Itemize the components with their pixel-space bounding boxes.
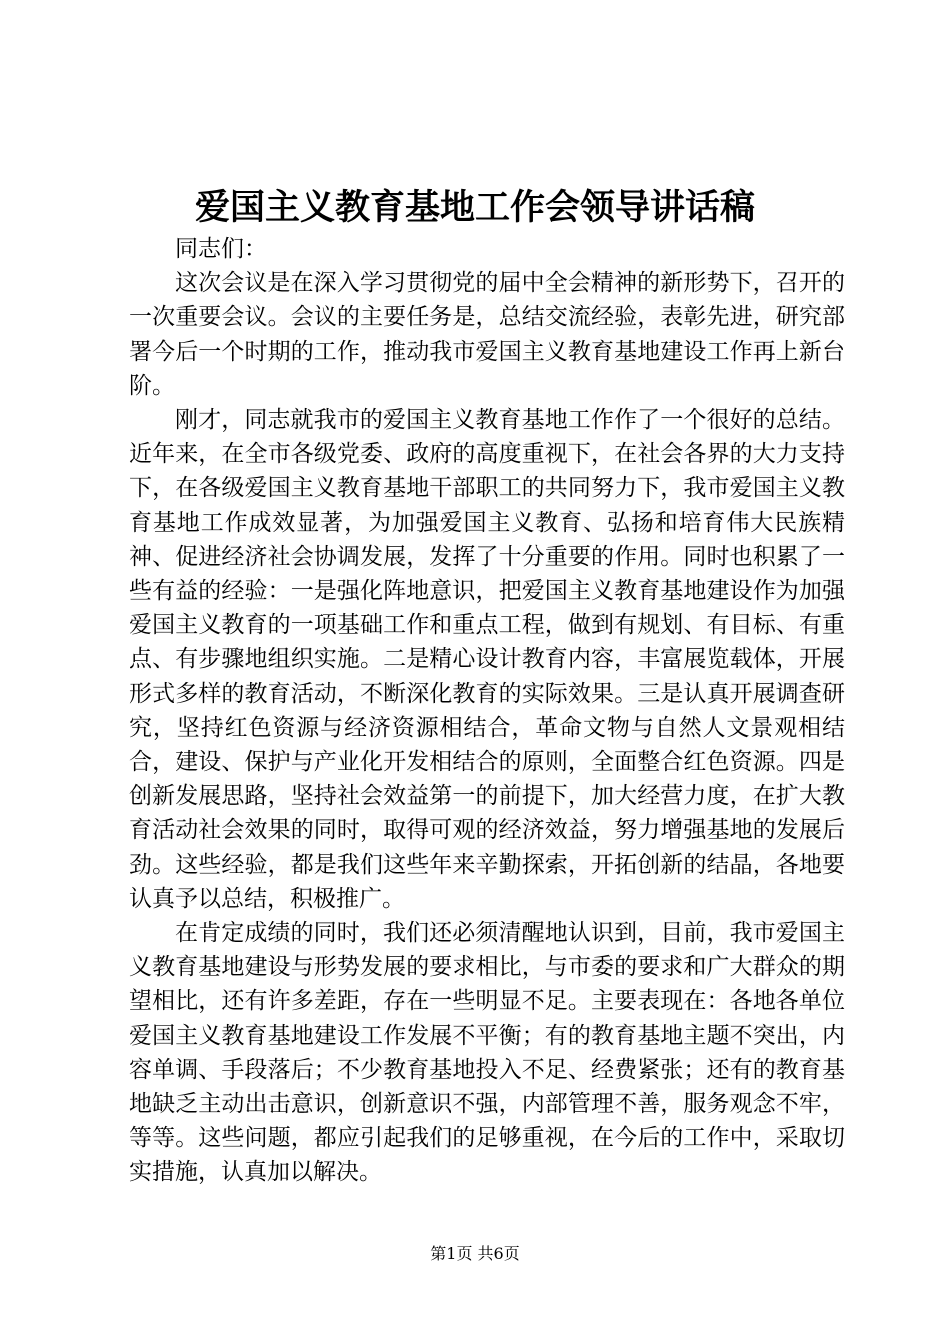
page-footer: 第1页 共6页: [430, 1244, 520, 1263]
paragraph-1: 这次会议是在深入学习贯彻党的届中全会精神的新形势下，召开的一次重要会议。会议的主要任务是，总结交流经验，表彰先进，研究部署今后一个时期的工作，推动我市爱国主义教育基地建设工作再上新台阶。: [129, 270, 845, 399]
document-body: [129, 232, 845, 1190]
salutation: 同志们：: [175, 236, 267, 262]
document-title: 爱国主义教育基地工作会领导讲话稿: [194, 187, 755, 228]
paragraph-2: 刚才，同志就我市的爱国主义教育基地工作作了一个很好的总结。近年来，在全市各级党委、政府的高度重视下，在社会各界的大力支持下，在各级爱国主义教育基地干部职工的共同努力下，我市爱国主义教育基地工作成效显著，为加强爱国主义教育、弘扬和培育伟大民族精神、促进经济社会协调发展，发挥了十分重要的作用。同时也积累了一些有益的经验：一是强化阵地意识，把爱国主义教育基地建设作为加强爱国主义教育的一项基础工作和重点工程，做到有规划、有目标、有重点、有步骤地组织实施。二是精心设计教育内容，丰富展览载体，开展形式多样的教育活动，不断深化教育的实际效果。三是认真开展调查研究，坚持红色资源与经济资源相结合，革命文物与自然人文景观相结合，建设、保护与产业化开发相结合的原则，全面整合红色资源。四是创新发展思路，坚持社会效益第一的前提下，加大经营力度，在扩大教育活动社会效果的同时，取得可观的经济效益，努力增强基地的发展后劲。这些经验，都是我们这些年来辛勤探索，开拓创新的结晶，各地要认真予以总结，积极推广。: [129, 407, 845, 912]
paragraph-3: 在肯定成绩的同时，我们还必须清醒地认识到，目前，我市爱国主义教育基地建设与形势发展的要求相比，与市委的要求和广大群众的期望相比，还有许多差距，存在一些明显不足。主要表现在：各地各单位爱国主义教育基地建设工作发展不平衡；有的教育基地主题不突出，内容单调、手段落后；不少教育基地投入不足、经费紧张；还有的教育基地缺乏主动出击意识，创新意识不强，内部管理不善，服务观念不牢，等等。这些问题，都应引起我们的足够重视，在今后的工作中，采取切实措施，认真加以解决。: [129, 920, 845, 1186]
